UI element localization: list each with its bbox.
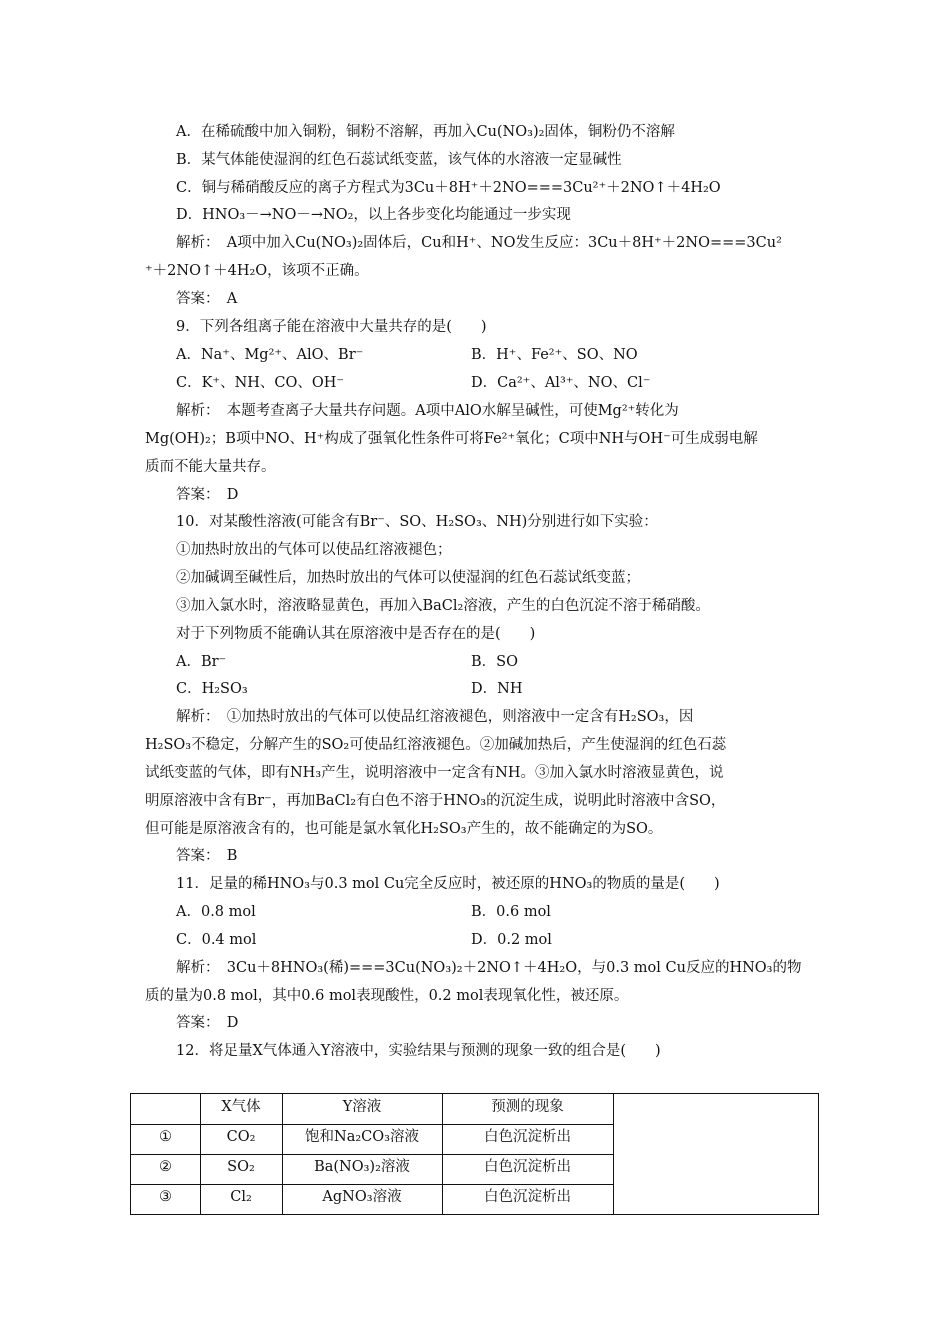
table-row-1-y: 饱和Na₂CO₃溶液 (305, 1129, 419, 1145)
table-header-predicted: 预测的现象 (491, 1099, 564, 1115)
q10-option-c: C．H₂SO₃ (176, 681, 248, 697)
q8-answer: 答案： A (176, 291, 238, 307)
table-row-3-x: Cl₂ (230, 1189, 252, 1205)
table-divider (131, 1124, 613, 1125)
q12-stem: 12．将足量X气体通入Y溶液中，实验结果与预测的现象一致的组合是( ) (176, 1043, 661, 1059)
q8-option-d: D．HNO₃－→NO－→NO₂，以上各步变化均能通过一步实现 (176, 207, 571, 223)
q10-option-d: D．NH (471, 681, 523, 697)
table-header-x-gas: X气体 (221, 1099, 261, 1115)
q10-analysis-line-1: 解析： ①加热时放出的气体可以使品红溶液褪色，则溶液中一定含有H₂SO₃，因 (176, 709, 694, 725)
table-row-1-result: 白色沉淀析出 (484, 1129, 571, 1145)
q10-experiment-1: ①加热时放出的气体可以使品红溶液褪色； (176, 542, 452, 558)
table-row-2-result: 白色沉淀析出 (484, 1159, 571, 1175)
table-divider (131, 1184, 613, 1185)
table-header-y-solution: Y溶液 (342, 1099, 382, 1115)
q10-experiment-3: ③加入氯水时，溶液略显黄色，再加入BaCl₂溶液，产生的白色沉淀不溶于稀硝酸。 (176, 598, 710, 614)
q11-option-c: C．0.4 mol (176, 932, 257, 948)
q10-experiment-2: ②加碱调至碱性后，加热时放出的气体可以使湿润的红色石蕊试纸变蓝； (176, 570, 640, 586)
q11-analysis-line-2: 质的量为0.8 mol，其中0.6 mol表现酸性，0.2 mol表现氧化性，被还原。 (145, 988, 629, 1004)
q10-option-a: A．Br⁻ (176, 654, 227, 670)
q9-answer: 答案： D (176, 487, 239, 503)
q8-option-a: A．在稀硫酸中加入铜粉，铜粉不溶解，再加入Cu(NO₃)₂固体，铜粉仍不溶解 (176, 124, 675, 140)
q8-analysis-line-2: ⁺＋2NO↑＋4H₂O，该项不正确。 (145, 263, 369, 279)
q9-option-a: A．Na⁺、Mg²⁺、AlO、Br⁻ (176, 347, 364, 363)
table-row-2-x: SO₂ (227, 1159, 255, 1175)
table-row-2-index: ② (159, 1159, 172, 1175)
table-row-1-index: ① (159, 1129, 172, 1145)
q9-analysis-line-2: Mg(OH)₂；B项中NO、H⁺构成了强氧化性条件可将Fe²⁺氧化；C项中NH与OH⁻可生成弱电解 (145, 431, 758, 447)
q10-stem: 10．对某酸性溶液(可能含有Br⁻、SO、H₂SO₃、NH)分别进行如下实验： (176, 514, 658, 530)
q9-option-d: D．Ca²⁺、Al³⁺、NO、Cl⁻ (471, 375, 651, 391)
q11-option-a: A．0.8 mol (176, 904, 256, 920)
table-row-2-y: Ba(NO₃)₂溶液 (314, 1159, 410, 1175)
table-divider (131, 1154, 613, 1155)
table-row-1-x: CO₂ (226, 1129, 256, 1145)
q11-analysis-line-1: 解析： 3Cu＋8HNO₃(稀)===3Cu(NO₃)₂＋2NO↑＋4H₂O，与0.3 mol Cu反应的HNO₃的物 (176, 960, 802, 976)
q11-option-b: B．0.6 mol (471, 904, 551, 920)
q9-option-c: C．K⁺、NH、CO、OH⁻ (176, 375, 345, 391)
q10-analysis-line-3: 试纸变蓝的气体，即有NH₃产生，说明溶液中一定含有NH。③加入氯水时溶液显黄色，说 (145, 765, 724, 781)
q12-table (130, 1093, 819, 1215)
table-row-3-y: AgNO₃溶液 (322, 1189, 402, 1205)
q11-answer: 答案： D (176, 1015, 239, 1031)
q10-answer: 答案： B (176, 848, 238, 864)
q10-analysis-line-5: 但可能是原溶液含有的，也可能是氯水氧化H₂SO₃产生的，故不能确定的为SO。 (145, 821, 663, 837)
table-divider (613, 1094, 614, 1214)
q10-analysis-line-2: H₂SO₃不稳定，分解产生的SO₂可使品红溶液褪色。②加碱加热后，产生使湿润的红色石蕊 (145, 737, 727, 753)
q11-stem: 11．足量的稀HNO₃与0.3 mol Cu完全反应时，被还原的HNO₃的物质的量是( ) (176, 876, 720, 892)
q10-analysis-line-4: 明原溶液中含有Br⁻，再加BaCl₂有白色不溶于HNO₃的沉淀生成，说明此时溶液中含SO， (145, 793, 726, 809)
table-row-3-result: 白色沉淀析出 (484, 1189, 571, 1205)
q8-option-c: C．铜与稀硝酸反应的离子方程式为3Cu＋8H⁺＋2NO===3Cu²⁺＋2NO↑＋4H₂O (176, 180, 721, 196)
q9-analysis-line-1: 解析： 本题考查离子大量共存问题。A项中AlO水解呈碱性，可使Mg²⁺转化为 (176, 403, 679, 419)
q9-option-b: B．H⁺、Fe²⁺、SO、NO (471, 347, 638, 363)
q11-option-d: D．0.2 mol (471, 932, 552, 948)
table-row-3-index: ③ (159, 1189, 172, 1205)
q10-question: 对于下列物质不能确认其在原溶液中是否存在的是( ) (176, 626, 536, 642)
q9-stem: 9．下列各组离子能在溶液中大量共存的是( ) (176, 319, 487, 335)
q8-analysis-line-1: 解析： A项中加入Cu(NO₃)₂固体后，Cu和H⁺、NO发生反应：3Cu＋8H⁺＋2NO===3Cu² (176, 235, 782, 251)
q10-option-b: B．SO (471, 654, 518, 670)
q8-option-b: B．某气体能使湿润的红色石蕊试纸变蓝，该气体的水溶液一定显碱性 (176, 152, 622, 168)
q9-analysis-line-3: 质而不能大量共存。 (145, 459, 276, 475)
